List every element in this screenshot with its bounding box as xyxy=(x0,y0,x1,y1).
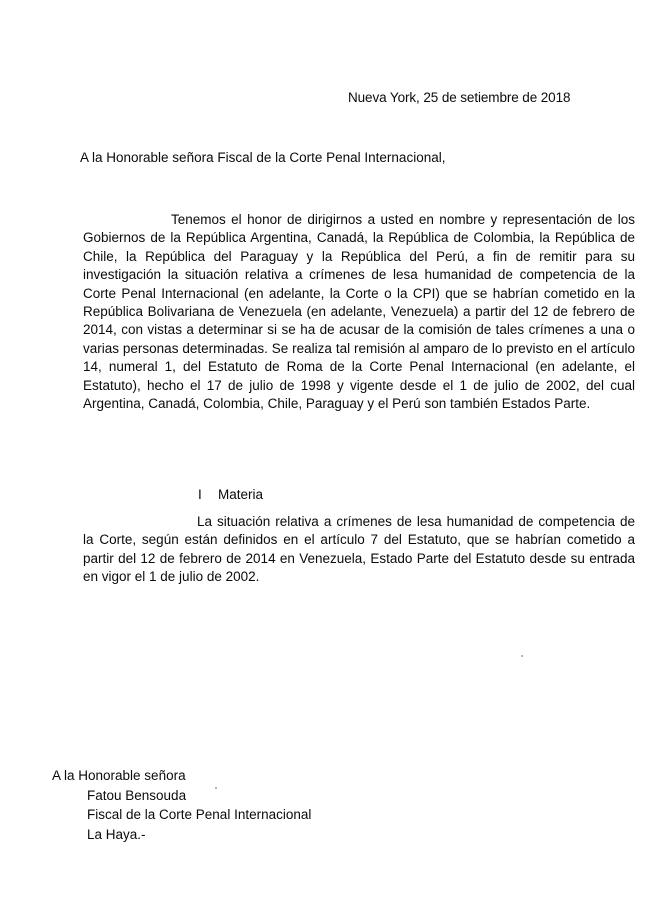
section-number: I xyxy=(198,487,202,502)
address-line-3: Fiscal de la Corte Penal Internacional xyxy=(87,807,312,822)
letter-salutation: A la Honorable señora Fiscal de la Corte Penal Internacional, xyxy=(80,150,446,165)
address-line-1: A la Honorable señora xyxy=(52,768,186,783)
letter-date: Nueva York, 25 de setiembre de 2018 xyxy=(348,90,571,105)
scan-speck xyxy=(215,787,217,789)
address-line-4: La Haya.- xyxy=(87,826,146,842)
body-paragraph-1: Tenemos el honor de dirigirnos a usted en nombre y representación de los Gobiernos de la República Argentina, Canadá, la República de Colombia, la República de Chile, la República del Paraguay y la República del Perú, a fin de remitir para su investigación la situación relativa a crímenes de lesa humanidad de competencia de la Corte Penal Internacional (en adelante, la Corte o la CPI) que se habrían cometido en la República Bolivariana de Venezuela (en adelante, Venezuela) a partir del 12 de febrero de 2014, con vistas a determinar si se ha de acusar de la comisión de tales crímenes a una o varias personas determinadas. Se realiza tal remisión al amparo de lo previsto en el artículo 14, numeral 1, del Estatuto de Roma de la Corte Penal Internacional (en adelante, el Estatuto), hecho el 17 de julio de 1998 y vigente desde el 1 de julio de 2002, del cual Argentina, Canadá, Colombia, Chile, Paraguay y el Perú son también Estados Parte. xyxy=(83,212,635,412)
section-heading xyxy=(198,486,263,504)
scan-speck xyxy=(521,655,523,657)
recipient-address xyxy=(52,766,311,844)
address-line-2: Fatou Bensouda xyxy=(87,787,187,803)
section-title: Materia xyxy=(218,487,264,502)
body-paragraph-2: La situación relativa a crímenes de lesa humanidad de competencia de la Corte, según están definidos en el artículo 7 del Estatuto, que se habrían cometido a partir del 12 de febrero de 2014 en Venezuela, Estado Parte del Estatuto desde su entrada en vigor el 1 de julio de 2002. xyxy=(83,514,635,585)
